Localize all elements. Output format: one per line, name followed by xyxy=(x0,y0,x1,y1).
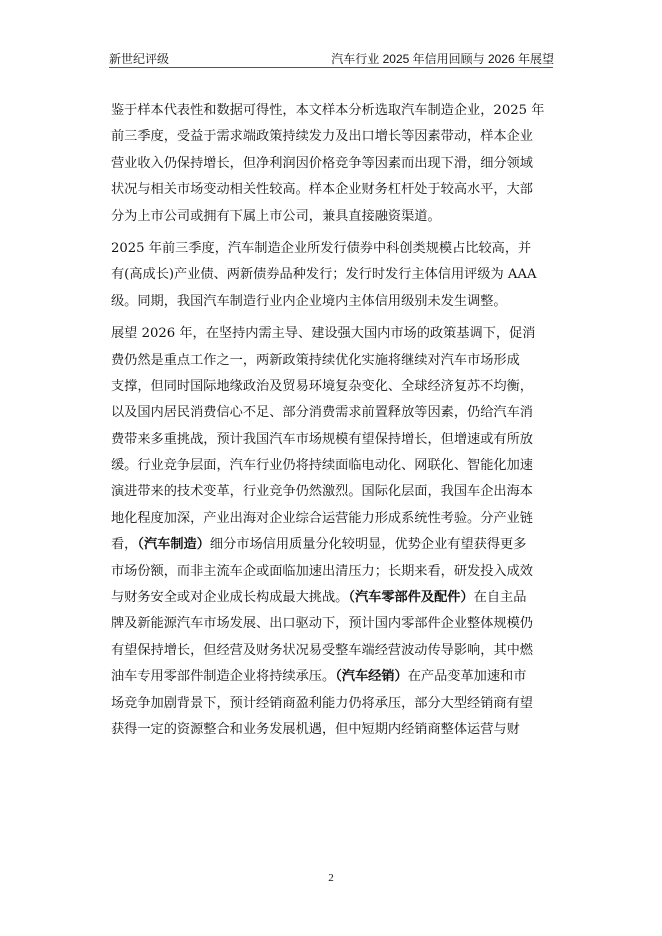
text-line: 支撑，但同时国际地缘政治及贸易环境复杂变化、全球经济复苏不均衡， xyxy=(111,378,533,394)
text-line: 费带来多重挑战，预计我国汽车市场规模有望保持增长，但增速或有所放 xyxy=(111,431,533,447)
text-line: 缓。行业竞争层面，汽车行业仍将持续面临电动化、网联化、智能化加速 xyxy=(111,458,533,474)
text-line: 营业收入仍保持增长，但净利润因价格竞争等因素而出现下滑，细分领域 xyxy=(111,155,533,171)
text-line: 级。同期，我国汽车制造行业内企业境内主体信用级别未发生调整。 xyxy=(111,293,507,309)
text-line xyxy=(111,535,551,555)
text-fragment: 在产品变革加速和市 xyxy=(407,669,527,685)
text-line: 演进带来的技术变革，行业竞争仍然激烈。国际化层面，我国车企出海本 xyxy=(111,484,533,500)
text-line xyxy=(111,588,551,608)
text-line: 市场份额，而非主流车企或面临加速出清压力；长期来看，研发投入成效 xyxy=(111,563,533,579)
text-fragment: 油车专用零部件制造企业将持续承压。 xyxy=(111,669,336,685)
text-line: 前三季度，受益于需求端政策持续发力及出口增长等因素带动，样本企业 xyxy=(111,129,533,145)
text-line: 获得一定的资源整合和业务发展机遇，但中短期内经销商整体运营与财 xyxy=(111,721,520,737)
paragraph-outlook-2026 xyxy=(111,324,551,740)
paragraph-sample-analysis xyxy=(111,101,551,227)
text-line xyxy=(111,667,551,687)
text-line: 牌及新能源汽车市场发展、出口驱动下，预计国内零部件企业整体规模仍 xyxy=(111,616,533,632)
keyword-auto-parts: （汽车零部件及配件） xyxy=(348,590,474,606)
text-fragment: 看， xyxy=(111,537,138,553)
text-line: 鉴于样本代表性和数据可得性，本文样本分析选取汽车制造企业，2025 年 xyxy=(111,103,545,118)
text-line: 分为上市公司或拥有下属上市公司，兼具直接融资渠道。 xyxy=(111,208,441,224)
keyword-auto-dealers: （汽车经销） xyxy=(335,669,408,685)
header-report-title: 汽车行业 2025 年信用回顾与 2026 年展望 xyxy=(331,52,554,66)
body-text xyxy=(111,101,551,746)
header-org-name: 新世纪评级 xyxy=(109,52,170,66)
paragraph-bond-issuance xyxy=(111,239,551,312)
text-line: 状况与相关市场变动相关性较高。样本企业财务杠杆处于较高水平，大部 xyxy=(111,182,533,198)
text-line: 有望保持增长，但经营及财务状况易受整车端经营波动传导影响，其中燃 xyxy=(111,642,533,658)
text-line: 以及国内居民消费信心不足、部分消费需求前置释放等因素，仍给汽车消 xyxy=(111,405,533,421)
text-line: 场竞争加剧背景下，预计经销商盈利能力仍将承压，部分大型经销商有望 xyxy=(111,695,533,711)
text-line: 2025 年前三季度，汽车制造企业所发行债券中科创类规模占比较高，并 xyxy=(111,240,532,256)
page-number: 2 xyxy=(328,872,334,884)
keyword-auto-manufacturing: （汽车制造） xyxy=(137,537,210,553)
text-line: 地化程度加深，产业出海对企业综合运营能力形成系统性考验。分产业链 xyxy=(111,510,533,526)
text-fragment: 在自主品 xyxy=(473,590,527,606)
header-divider xyxy=(109,67,553,68)
text-fragment: 与财务安全或对企业成长构成最大挑战。 xyxy=(111,590,349,606)
text-line: 展望 2026 年，在坚持内需主导、建设强大国内市场的政策基调下，促消 xyxy=(111,326,536,342)
text-line: 有(高成长)产业债、两新债券品种发行；发行时发行主体信用评级为 AAA xyxy=(111,267,537,283)
text-line: 费仍然是重点工作之一，两新政策持续优化实施将继续对汽车市场形成 xyxy=(111,352,520,368)
text-fragment: 细分市场信用质量分化较明显，优势企业有望获得更多 xyxy=(209,537,527,553)
